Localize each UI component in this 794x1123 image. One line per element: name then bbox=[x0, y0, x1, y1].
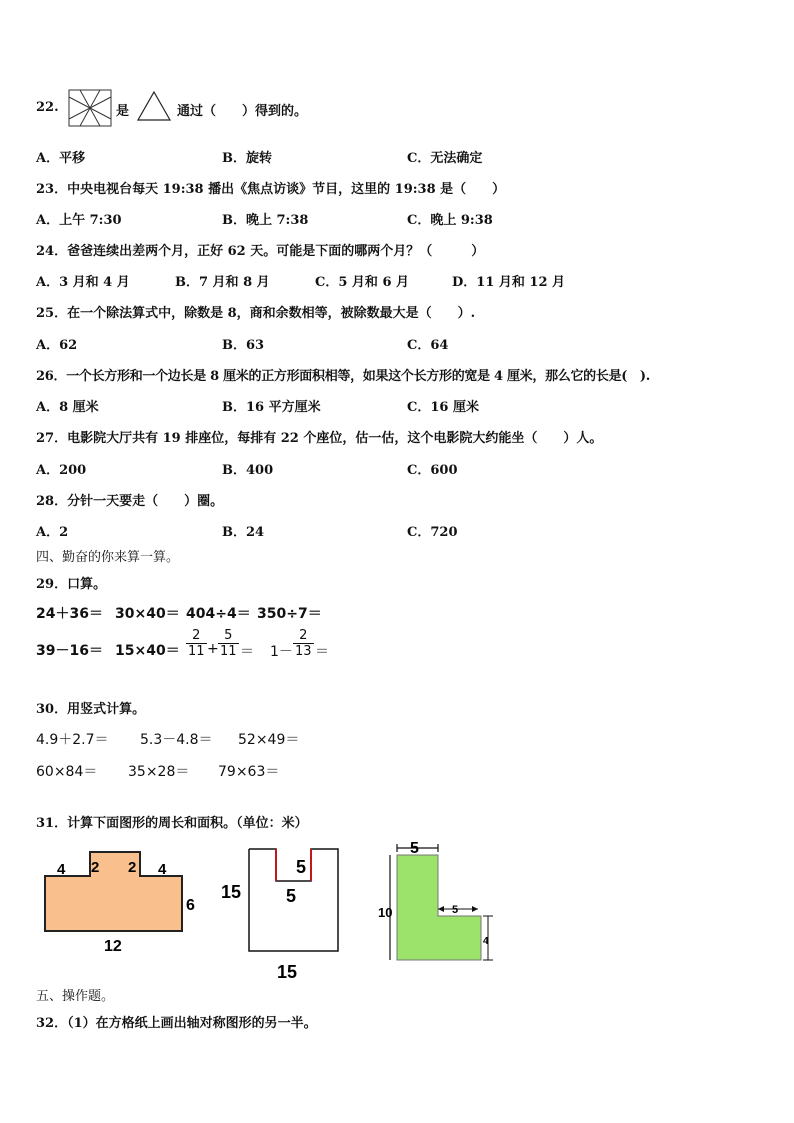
q28-option-a: A．2 bbox=[36, 525, 69, 540]
q27-text: 27．电影院大厅共有 19 排座位，每排有 22 个座位，估一估，这个电影院大约能坐（ ）人。 bbox=[36, 431, 603, 446]
fig1-label-bottom: 12 bbox=[104, 938, 122, 955]
q25-option-c: C．64 bbox=[407, 338, 449, 353]
q26-text: 26．一个长方形和一个边长是 8 厘米的正方形面积相等，如果这个长方形的宽是 4 厘米，那么它的长是( ). bbox=[36, 369, 650, 384]
q22-number: 22. bbox=[36, 100, 59, 115]
q29-item-4: 350÷7＝ bbox=[257, 606, 322, 622]
q22-option-c: C．无法确定 bbox=[407, 151, 483, 166]
q30-item-3: 52×49＝ bbox=[238, 732, 300, 748]
q31-title: 31．计算下面图形的周长和面积。（单位：米） bbox=[36, 816, 308, 831]
q26-option-b: B．16 平方厘米 bbox=[222, 400, 321, 415]
fig3-label-top: 5 bbox=[410, 840, 419, 857]
q25-text: 25．在一个除法算式中，除数是 8，商和余数相等，被除数最大是（ ）. bbox=[36, 306, 476, 321]
q24-option-d: D．11 月和 12 月 bbox=[452, 275, 566, 290]
q31-figure-2 bbox=[218, 840, 348, 985]
q30-item-2: 5.3－4.8＝ bbox=[140, 732, 213, 748]
fig2-label-bottom: 15 bbox=[277, 962, 298, 982]
q23-text: 23．中央电视台每天 19:38 播出《焦点访谈》节目，这里的 19:38 是（ ） bbox=[36, 182, 506, 197]
q30-item-5: 35×28＝ bbox=[128, 764, 190, 780]
q29-fraction-5-11: $\frac{5}{11}$ bbox=[220, 628, 237, 659]
q25-option-b: B．63 bbox=[222, 338, 265, 353]
q22-text: 通过（ ）得到的。 bbox=[177, 104, 308, 119]
q23-option-b: B．晚上 7:38 bbox=[222, 213, 309, 228]
q29-item-1: 24＋36＝ bbox=[36, 606, 103, 622]
q30-item-4: 60×84＝ bbox=[36, 764, 98, 780]
q31-figure-3 bbox=[376, 836, 501, 966]
q22-option-b: B．旋转 bbox=[222, 151, 272, 166]
pinwheel-figure bbox=[68, 89, 112, 127]
q30-item-1: 4.9＋2.7＝ bbox=[36, 732, 109, 748]
q29-item-2: 30×40＝ bbox=[115, 606, 180, 622]
fig2-label-top: 5 bbox=[296, 857, 307, 877]
q28-option-c: C．720 bbox=[407, 525, 458, 540]
q27-option-c: C．600 bbox=[407, 463, 458, 478]
fig1-label-right: 4 bbox=[158, 861, 167, 878]
q24-option-a: A．3 月和 4 月 bbox=[36, 275, 130, 290]
q30-title: 30．用竖式计算。 bbox=[36, 702, 146, 717]
q28-text: 28．分针一天要走（ ）圈。 bbox=[36, 494, 224, 509]
fig1-label-side: 6 bbox=[186, 897, 195, 914]
fig1-label-mid2: 2 bbox=[128, 859, 137, 876]
q29-equals-2: ＝ bbox=[315, 644, 329, 660]
fig2-label-side: 15 bbox=[221, 882, 242, 902]
q23-option-c: C．晚上 9:38 bbox=[407, 213, 493, 228]
q25-option-a: A．62 bbox=[36, 338, 78, 353]
triangle-figure bbox=[136, 90, 172, 122]
fig3-label-side: 10 bbox=[378, 905, 393, 920]
q29-equals-1: ＝ bbox=[240, 644, 254, 660]
q26-option-a: A．8 厘米 bbox=[36, 400, 99, 415]
fig2-label-inner: 5 bbox=[286, 886, 297, 906]
q29-plus-sign: + bbox=[207, 641, 219, 657]
fig1-label-left: 4 bbox=[57, 861, 66, 878]
section-4-heading: 四、勤奋的你来算一算。 bbox=[36, 550, 180, 565]
q29-item-3: 404÷4＝ bbox=[186, 606, 251, 622]
q29-fraction-2-13: $\frac{2}{13}$ bbox=[295, 628, 312, 659]
q22-mid-text: 是 bbox=[116, 104, 130, 119]
section-5-heading: 五、操作题。 bbox=[36, 989, 115, 1004]
q28-option-b: B．24 bbox=[222, 525, 265, 540]
q27-option-a: A．200 bbox=[36, 463, 87, 478]
q26-option-c: C．16 厘米 bbox=[407, 400, 479, 415]
q29-one-minus: 1－ bbox=[270, 644, 293, 660]
q30-item-6: 79×63＝ bbox=[218, 764, 280, 780]
fig3-label-small: 4 bbox=[483, 936, 489, 947]
q22-option-a: A．平移 bbox=[36, 151, 86, 166]
fig3-label-inner: 5 bbox=[452, 904, 459, 916]
q24-text: 24．爸爸连续出差两个月，正好 62 天。可能是下面的哪两个月？（ ） bbox=[36, 244, 485, 259]
q24-option-c: C．5 月和 6 月 bbox=[315, 275, 410, 290]
fig1-label-mid1: 2 bbox=[91, 859, 100, 876]
q29-title: 29．口算。 bbox=[36, 577, 107, 592]
q29-fraction-2-11: $\frac{2}{11}$ bbox=[188, 628, 205, 659]
q29-item-5: 39－16＝ bbox=[36, 643, 103, 659]
q24-option-b: B．7 月和 8 月 bbox=[175, 275, 270, 290]
q27-option-b: B．400 bbox=[222, 463, 274, 478]
q29-item-6: 15×40＝ bbox=[115, 643, 180, 659]
q23-option-a: A．上午 7:30 bbox=[36, 213, 122, 228]
q32-text: 32．（1）在方格纸上画出轴对称图形的另一半。 bbox=[36, 1016, 317, 1031]
q31-figure-1 bbox=[40, 845, 215, 955]
